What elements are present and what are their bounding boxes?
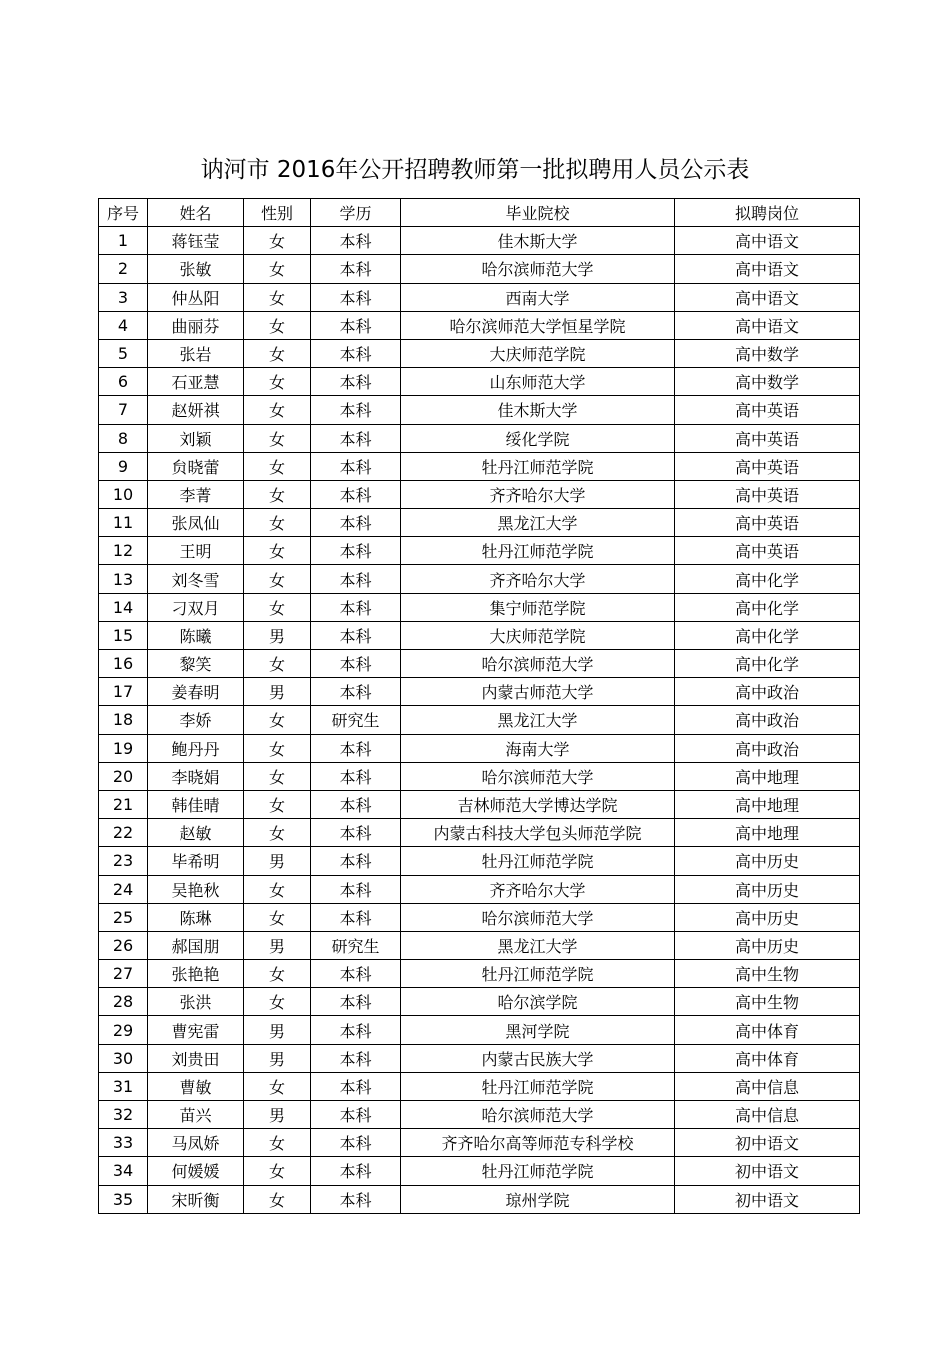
- cell-school: 吉林师范大学博达学院: [401, 790, 675, 818]
- cell-school: 黑河学院: [401, 1016, 675, 1044]
- table-row: [99, 452, 860, 480]
- cell-name: 吴艳秋: [148, 875, 244, 903]
- cell-name: 曹敏: [148, 1072, 244, 1100]
- cell-education: 本科: [311, 283, 401, 311]
- cell-education: 本科: [311, 875, 401, 903]
- cell-position: 初中语文: [675, 1185, 860, 1213]
- cell-gender: 女: [244, 368, 311, 396]
- table-row: [99, 283, 860, 311]
- cell-education: 本科: [311, 1129, 401, 1157]
- cell-gender: 女: [244, 424, 311, 452]
- cell-serial-number: 21: [99, 790, 148, 818]
- cell-school: 齐齐哈尔高等师范专科学校: [401, 1129, 675, 1157]
- cell-position: 高中生物: [675, 988, 860, 1016]
- cell-gender: 女: [244, 1157, 311, 1185]
- cell-gender: 女: [244, 593, 311, 621]
- cell-gender: 女: [244, 283, 311, 311]
- cell-serial-number: 10: [99, 480, 148, 508]
- cell-position: 高中化学: [675, 565, 860, 593]
- cell-position: 高中化学: [675, 621, 860, 649]
- cell-education: 本科: [311, 368, 401, 396]
- cell-serial-number: 7: [99, 396, 148, 424]
- table-row: [99, 931, 860, 959]
- cell-education: 本科: [311, 396, 401, 424]
- cell-serial-number: 1: [99, 227, 148, 255]
- cell-serial-number: 4: [99, 311, 148, 339]
- table-row: [99, 847, 860, 875]
- cell-position: 高中地理: [675, 762, 860, 790]
- cell-name: 李菁: [148, 480, 244, 508]
- table-row: [99, 1129, 860, 1157]
- header-education: 学历: [311, 199, 401, 227]
- recruitment-table: [98, 198, 860, 1214]
- table-body: [99, 227, 860, 1214]
- cell-education: 本科: [311, 678, 401, 706]
- cell-school: 哈尔滨师范大学: [401, 1101, 675, 1129]
- cell-position: 高中历史: [675, 847, 860, 875]
- table-row: [99, 509, 860, 537]
- cell-name: 宋昕衡: [148, 1185, 244, 1213]
- cell-name: 韩佳晴: [148, 790, 244, 818]
- table-row: [99, 1185, 860, 1213]
- cell-serial-number: 6: [99, 368, 148, 396]
- cell-serial-number: 31: [99, 1072, 148, 1100]
- cell-school: 佳木斯大学: [401, 227, 675, 255]
- cell-education: 本科: [311, 255, 401, 283]
- cell-position: 初中语文: [675, 1157, 860, 1185]
- cell-school: 齐齐哈尔大学: [401, 875, 675, 903]
- cell-position: 高中英语: [675, 509, 860, 537]
- cell-gender: 女: [244, 734, 311, 762]
- cell-education: 本科: [311, 565, 401, 593]
- table-row: [99, 903, 860, 931]
- cell-school: 大庆师范学院: [401, 339, 675, 367]
- cell-position: 高中英语: [675, 424, 860, 452]
- cell-serial-number: 24: [99, 875, 148, 903]
- cell-education: 本科: [311, 790, 401, 818]
- cell-gender: 女: [244, 311, 311, 339]
- cell-name: 王明: [148, 537, 244, 565]
- cell-school: 牡丹江师范学院: [401, 537, 675, 565]
- cell-gender: 女: [244, 790, 311, 818]
- table-row: [99, 255, 860, 283]
- table-row: [99, 593, 860, 621]
- table-row: [99, 537, 860, 565]
- table-row: [99, 621, 860, 649]
- cell-school: 集宁师范学院: [401, 593, 675, 621]
- cell-school: 西南大学: [401, 283, 675, 311]
- cell-education: 本科: [311, 339, 401, 367]
- cell-gender: 女: [244, 706, 311, 734]
- cell-education: 本科: [311, 480, 401, 508]
- table-row: [99, 678, 860, 706]
- cell-name: 张敏: [148, 255, 244, 283]
- cell-school: 牡丹江师范学院: [401, 960, 675, 988]
- cell-serial-number: 12: [99, 537, 148, 565]
- cell-school: 牡丹江师范学院: [401, 847, 675, 875]
- cell-serial-number: 18: [99, 706, 148, 734]
- header-gender: 性别: [244, 199, 311, 227]
- cell-gender: 男: [244, 678, 311, 706]
- cell-name: 蒋钰莹: [148, 227, 244, 255]
- cell-gender: 女: [244, 537, 311, 565]
- cell-serial-number: 11: [99, 509, 148, 537]
- cell-position: 高中化学: [675, 650, 860, 678]
- cell-serial-number: 30: [99, 1044, 148, 1072]
- cell-name: 贠晓蕾: [148, 452, 244, 480]
- cell-education: 本科: [311, 1016, 401, 1044]
- cell-education: 本科: [311, 960, 401, 988]
- page-title: 讷河市 2016年公开招聘教师第一批拟聘用人员公示表: [200, 157, 750, 183]
- cell-position: 高中信息: [675, 1072, 860, 1100]
- cell-name: 鲍丹丹: [148, 734, 244, 762]
- cell-school: 哈尔滨师范大学: [401, 903, 675, 931]
- cell-serial-number: 14: [99, 593, 148, 621]
- cell-school: 哈尔滨师范大学: [401, 650, 675, 678]
- cell-name: 郝国朋: [148, 931, 244, 959]
- cell-school: 牡丹江师范学院: [401, 452, 675, 480]
- cell-serial-number: 27: [99, 960, 148, 988]
- cell-school: 大庆师范学院: [401, 621, 675, 649]
- cell-name: 刁双月: [148, 593, 244, 621]
- cell-serial-number: 9: [99, 452, 148, 480]
- cell-gender: 女: [244, 255, 311, 283]
- cell-school: 山东师范大学: [401, 368, 675, 396]
- cell-gender: 女: [244, 339, 311, 367]
- cell-position: 高中语文: [675, 311, 860, 339]
- cell-school: 内蒙古科技大学包头师范学院: [401, 819, 675, 847]
- cell-position: 高中政治: [675, 734, 860, 762]
- cell-gender: 女: [244, 960, 311, 988]
- cell-serial-number: 20: [99, 762, 148, 790]
- cell-education: 研究生: [311, 931, 401, 959]
- cell-school: 牡丹江师范学院: [401, 1157, 675, 1185]
- cell-position: 高中语文: [675, 227, 860, 255]
- table-row: [99, 762, 860, 790]
- cell-education: 本科: [311, 1044, 401, 1072]
- cell-name: 刘贵田: [148, 1044, 244, 1072]
- cell-education: 本科: [311, 903, 401, 931]
- cell-position: 高中数学: [675, 368, 860, 396]
- cell-gender: 男: [244, 621, 311, 649]
- cell-position: 高中英语: [675, 396, 860, 424]
- cell-education: 本科: [311, 311, 401, 339]
- cell-school: 琼州学院: [401, 1185, 675, 1213]
- cell-gender: 男: [244, 1016, 311, 1044]
- cell-education: 本科: [311, 1185, 401, 1213]
- cell-serial-number: 28: [99, 988, 148, 1016]
- table-row: [99, 706, 860, 734]
- cell-school: 哈尔滨师范大学恒星学院: [401, 311, 675, 339]
- cell-education: 本科: [311, 227, 401, 255]
- cell-name: 曲丽芬: [148, 311, 244, 339]
- cell-position: 高中化学: [675, 593, 860, 621]
- cell-school: 哈尔滨学院: [401, 988, 675, 1016]
- cell-gender: 男: [244, 931, 311, 959]
- cell-education: 本科: [311, 621, 401, 649]
- cell-school: 海南大学: [401, 734, 675, 762]
- table-row: [99, 368, 860, 396]
- cell-education: 本科: [311, 509, 401, 537]
- cell-serial-number: 15: [99, 621, 148, 649]
- cell-name: 石亚慧: [148, 368, 244, 396]
- cell-serial-number: 2: [99, 255, 148, 283]
- table-row: [99, 1101, 860, 1129]
- cell-position: 高中生物: [675, 960, 860, 988]
- cell-position: 高中历史: [675, 903, 860, 931]
- cell-school: 黑龙江大学: [401, 706, 675, 734]
- table-row: [99, 819, 860, 847]
- cell-position: 高中语文: [675, 283, 860, 311]
- cell-serial-number: 17: [99, 678, 148, 706]
- cell-gender: 男: [244, 1044, 311, 1072]
- cell-name: 张岩: [148, 339, 244, 367]
- table-row: [99, 790, 860, 818]
- table-row: [99, 424, 860, 452]
- cell-name: 陈曦: [148, 621, 244, 649]
- cell-gender: 女: [244, 1129, 311, 1157]
- cell-education: 本科: [311, 1072, 401, 1100]
- cell-name: 马凤娇: [148, 1129, 244, 1157]
- header-position: 拟聘岗位: [675, 199, 860, 227]
- header-serial-number: 序号: [99, 199, 148, 227]
- cell-education: 本科: [311, 1101, 401, 1129]
- cell-education: 本科: [311, 762, 401, 790]
- table-row: [99, 988, 860, 1016]
- cell-position: 高中历史: [675, 931, 860, 959]
- cell-name: 何媛媛: [148, 1157, 244, 1185]
- table-row: [99, 1157, 860, 1185]
- cell-serial-number: 16: [99, 650, 148, 678]
- cell-education: 本科: [311, 819, 401, 847]
- cell-position: 高中语文: [675, 255, 860, 283]
- cell-gender: 女: [244, 509, 311, 537]
- cell-serial-number: 19: [99, 734, 148, 762]
- table-row: [99, 1072, 860, 1100]
- cell-name: 毕希明: [148, 847, 244, 875]
- cell-name: 张艳艳: [148, 960, 244, 988]
- cell-gender: 女: [244, 1072, 311, 1100]
- cell-name: 李娇: [148, 706, 244, 734]
- cell-gender: 女: [244, 988, 311, 1016]
- cell-name: 李晓娟: [148, 762, 244, 790]
- cell-school: 哈尔滨师范大学: [401, 255, 675, 283]
- cell-education: 本科: [311, 593, 401, 621]
- cell-position: 高中信息: [675, 1101, 860, 1129]
- cell-gender: 女: [244, 565, 311, 593]
- cell-school: 牡丹江师范学院: [401, 1072, 675, 1100]
- cell-position: 高中地理: [675, 819, 860, 847]
- cell-serial-number: 33: [99, 1129, 148, 1157]
- cell-gender: 女: [244, 903, 311, 931]
- cell-education: 本科: [311, 847, 401, 875]
- cell-gender: 女: [244, 452, 311, 480]
- cell-position: 高中政治: [675, 706, 860, 734]
- cell-gender: 男: [244, 1101, 311, 1129]
- cell-education: 本科: [311, 424, 401, 452]
- cell-position: 高中英语: [675, 452, 860, 480]
- cell-serial-number: 3: [99, 283, 148, 311]
- table-row: [99, 227, 860, 255]
- cell-name: 陈琳: [148, 903, 244, 931]
- cell-school: 哈尔滨师范大学: [401, 762, 675, 790]
- table-row: [99, 1016, 860, 1044]
- cell-position: 高中体育: [675, 1016, 860, 1044]
- cell-school: 黑龙江大学: [401, 931, 675, 959]
- cell-serial-number: 5: [99, 339, 148, 367]
- cell-position: 高中英语: [675, 480, 860, 508]
- cell-education: 本科: [311, 734, 401, 762]
- cell-name: 刘冬雪: [148, 565, 244, 593]
- cell-serial-number: 29: [99, 1016, 148, 1044]
- cell-gender: 女: [244, 650, 311, 678]
- cell-gender: 女: [244, 227, 311, 255]
- table-row: [99, 339, 860, 367]
- cell-gender: 女: [244, 396, 311, 424]
- cell-gender: 女: [244, 762, 311, 790]
- table-row: [99, 734, 860, 762]
- table-row: [99, 480, 860, 508]
- cell-gender: 女: [244, 1185, 311, 1213]
- cell-name: 张洪: [148, 988, 244, 1016]
- cell-name: 姜春明: [148, 678, 244, 706]
- cell-position: 高中数学: [675, 339, 860, 367]
- cell-serial-number: 22: [99, 819, 148, 847]
- table-row: [99, 650, 860, 678]
- cell-name: 赵敏: [148, 819, 244, 847]
- cell-name: 曹宪雷: [148, 1016, 244, 1044]
- cell-position: 高中历史: [675, 875, 860, 903]
- cell-school: 绥化学院: [401, 424, 675, 452]
- cell-serial-number: 32: [99, 1101, 148, 1129]
- cell-gender: 女: [244, 480, 311, 508]
- cell-education: 本科: [311, 650, 401, 678]
- table-row: [99, 960, 860, 988]
- cell-school: 齐齐哈尔大学: [401, 565, 675, 593]
- table-header-row: [99, 199, 860, 227]
- cell-gender: 男: [244, 847, 311, 875]
- cell-position: 初中语文: [675, 1129, 860, 1157]
- cell-position: 高中政治: [675, 678, 860, 706]
- cell-name: 黎笑: [148, 650, 244, 678]
- table-row: [99, 1044, 860, 1072]
- cell-serial-number: 13: [99, 565, 148, 593]
- cell-gender: 女: [244, 875, 311, 903]
- cell-serial-number: 34: [99, 1157, 148, 1185]
- header-school: 毕业院校: [401, 199, 675, 227]
- cell-school: 内蒙古师范大学: [401, 678, 675, 706]
- table-row: [99, 396, 860, 424]
- cell-name: 苗兴: [148, 1101, 244, 1129]
- cell-serial-number: 35: [99, 1185, 148, 1213]
- cell-serial-number: 8: [99, 424, 148, 452]
- cell-position: 高中体育: [675, 1044, 860, 1072]
- cell-education: 本科: [311, 452, 401, 480]
- table-row: [99, 311, 860, 339]
- table-row: [99, 875, 860, 903]
- cell-education: 本科: [311, 988, 401, 1016]
- cell-serial-number: 23: [99, 847, 148, 875]
- cell-name: 仲丛阳: [148, 283, 244, 311]
- cell-serial-number: 25: [99, 903, 148, 931]
- table-row: [99, 565, 860, 593]
- cell-position: 高中英语: [675, 537, 860, 565]
- cell-gender: 女: [244, 819, 311, 847]
- cell-school: 佳木斯大学: [401, 396, 675, 424]
- cell-education: 研究生: [311, 706, 401, 734]
- cell-name: 赵妍祺: [148, 396, 244, 424]
- cell-school: 齐齐哈尔大学: [401, 480, 675, 508]
- cell-education: 本科: [311, 537, 401, 565]
- cell-name: 张凤仙: [148, 509, 244, 537]
- header-name: 姓名: [148, 199, 244, 227]
- cell-school: 内蒙古民族大学: [401, 1044, 675, 1072]
- cell-position: 高中地理: [675, 790, 860, 818]
- cell-name: 刘颖: [148, 424, 244, 452]
- cell-school: 黑龙江大学: [401, 509, 675, 537]
- cell-education: 本科: [311, 1157, 401, 1185]
- cell-serial-number: 26: [99, 931, 148, 959]
